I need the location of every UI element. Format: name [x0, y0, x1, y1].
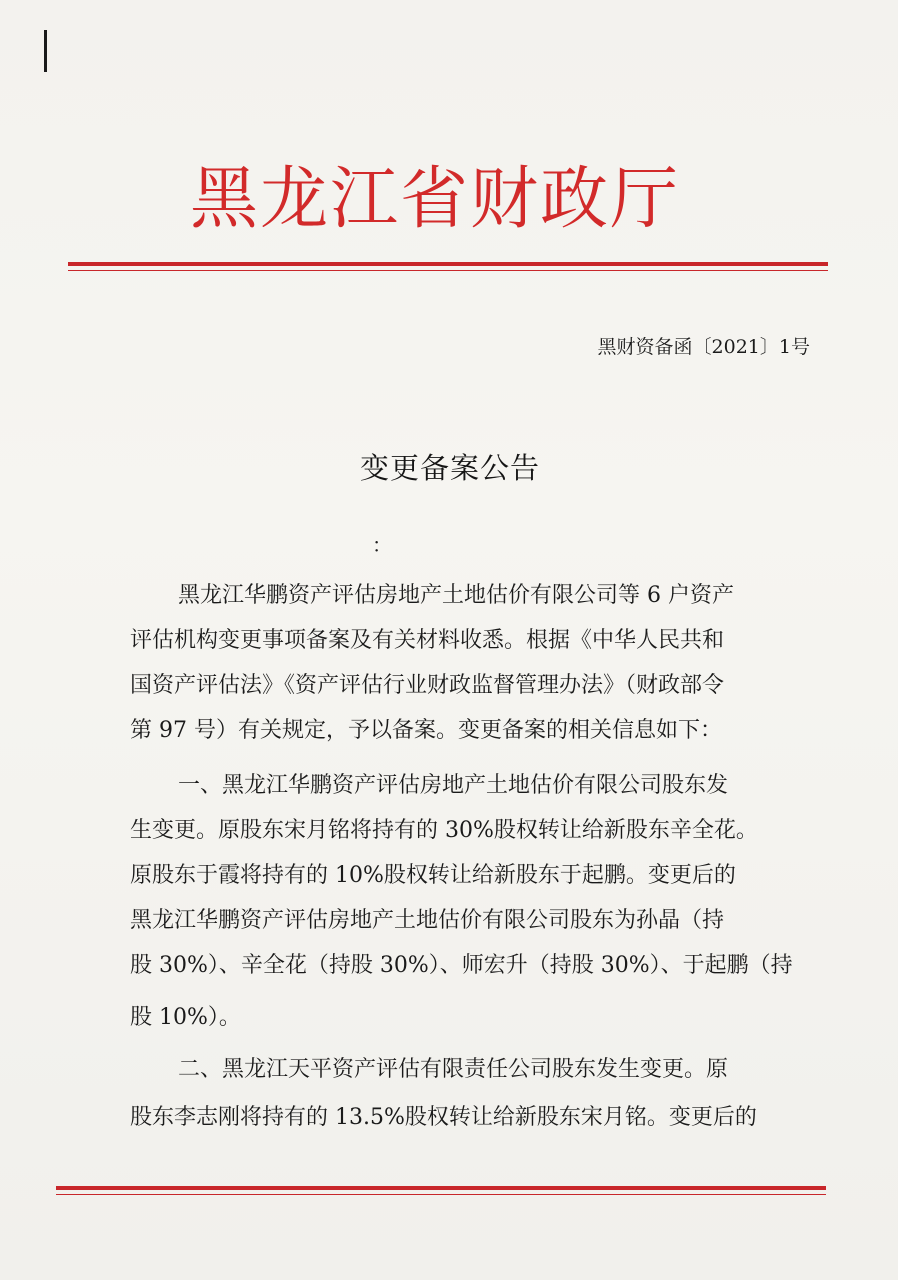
body-line: 黑龙江华鹏资产评估房地产土地估价有限公司等 6 户资产: [178, 583, 734, 608]
salutation: ：: [372, 533, 392, 557]
body-line: 评估机构变更事项备案及有关材料收悉。根据《中华人民共和: [130, 628, 725, 653]
footer-red-rule-thin: [56, 1194, 826, 1195]
body-line: 黑龙江华鹏资产评估房地产土地估价有限公司股东为孙晶（持: [130, 908, 725, 933]
body-line: 一、黑龙江华鹏资产评估房地产土地估价有限公司股东发: [178, 773, 729, 798]
header-red-rule: [68, 262, 828, 266]
body-line: 二、黑龙江天平资产评估有限责任公司股东发生变更。原: [178, 1057, 729, 1082]
body-line: 国资产评估法》《资产评估行业财政监督管理办法》（财政部令: [130, 673, 725, 698]
margin-mark: [44, 30, 47, 72]
issuing-organization-title: 黑龙江省财政厅: [190, 160, 681, 239]
body-line: 股 30%）、辛全花（持股 30%）、师宏升（持股 30%）、于起鹏（持: [130, 953, 793, 978]
body-line: 股 10%）。: [130, 1005, 241, 1030]
body-line: 生变更。原股东宋月铭将持有的 30%股权转让给新股东辛全花。: [130, 818, 758, 843]
document-heading: 变更备案公告: [359, 451, 540, 485]
header-red-rule-thin: [68, 270, 828, 271]
body-line: 第 97 号）有关规定，予以备案。变更备案的相关信息如下：: [130, 718, 722, 743]
document-number: 黑财资备函〔2021〕1号: [597, 336, 810, 358]
body-line: 原股东于霞将持有的 10%股权转让给新股东于起鹏。变更后的: [130, 863, 736, 888]
footer-red-rule: [56, 1186, 826, 1190]
body-line: 股东李志刚将持有的 13.5%股权转让给新股东宋月铭。变更后的: [130, 1105, 757, 1130]
